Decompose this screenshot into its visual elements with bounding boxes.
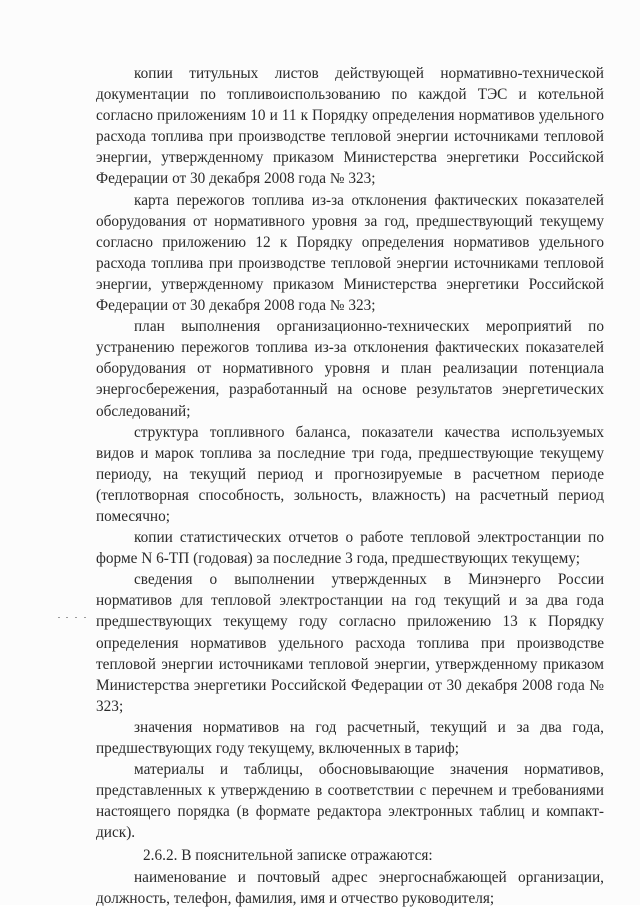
scan-speck [58,617,60,618]
paragraph-materials-tables: материалы и таблицы, обосновывающие значения нормативов, представленных к утверждению в соответствии с перечнем и требованиями настоящего порядка (в формате редактора электронных таблиц и компакт-диск). [96,761,604,842]
section-heading: 2.6.2. В пояснительной записке отражаются: [143,847,433,865]
paragraph-title-pages: копии титульных листов действующей нормативно-технической документации по топливоиспользованию по каждой ТЭС и котельной согласно приложениям 10 и 11 к Порядку определения нормативов удельного расхода топлива при производстве тепловой энергии источниками тепловой энергии, утвержденному приказом Министерства энергетики Российской Федерации от 30 декабря 2008 года № 323; [96,65,604,188]
document-body [96,63,604,909]
scan-speck [66,617,68,618]
paragraph-fuel-balance: структура топливного баланса, показатели качества используемых видов и марок топлива за последние три года, предшествующие текущему периоду, на текущий период и прогнозируемые в расчетном периоде (теплотворная способность, зольность, влажность) на расчетный период помесячно; [96,423,604,525]
paragraph-overburn-map: карта пережогов топлива из-за отклонения фактических показателей оборудования от нормативного уровня за год, предшествующий текущему согласно приложению 12 к Порядку определения нормативов удельного расхода топлива при производстве тепловой энергии источниками тепловой энергии, утвержденному приказом Министерства энергетики Российской Федерации от 30 декабря 2008 года № 323; [96,191,604,315]
paragraph-statistical-reports: копии статистических отчетов о работе тепловой электростанции по форме N 6-ТП (годовая) за последние 3 года, предшествующих текущему; [96,529,604,568]
paragraph-measures-plan: план выполнения организационно-технических мероприятий по устранению пережогов топлива из-за отклонения фактических показателей оборудования от нормативного уровня и план реализации потенциала энергосбережения, разработанный на основе результатов энергетических обследований; [96,318,604,420]
paragraph-norms-fulfillment: сведения о выполнении утвержденных в Минэнерго России нормативов для тепловой электростанции на год текущий и за два года предшествующих текущему году согласно приложению 13 к Порядку определения нормативов удельного расхода топлива при производстве тепловой энергии источниками тепловой энергии, утвержденному приказом Министерства энергетики Российской Федерации от 30 декабря 2008 года № 323; [96,571,604,715]
paragraph-organization-name: наименование и почтовый адрес энергоснабжающей организации, должность, телефон, фамилия, имя и отчество руководителя; [96,868,604,907]
scan-speck [75,617,77,618]
paragraph-norm-values: значения нормативов на год расчетный, текущий и за два года, предшествующих году текущему, включенных в тариф; [96,718,604,757]
scan-speck [84,617,86,618]
